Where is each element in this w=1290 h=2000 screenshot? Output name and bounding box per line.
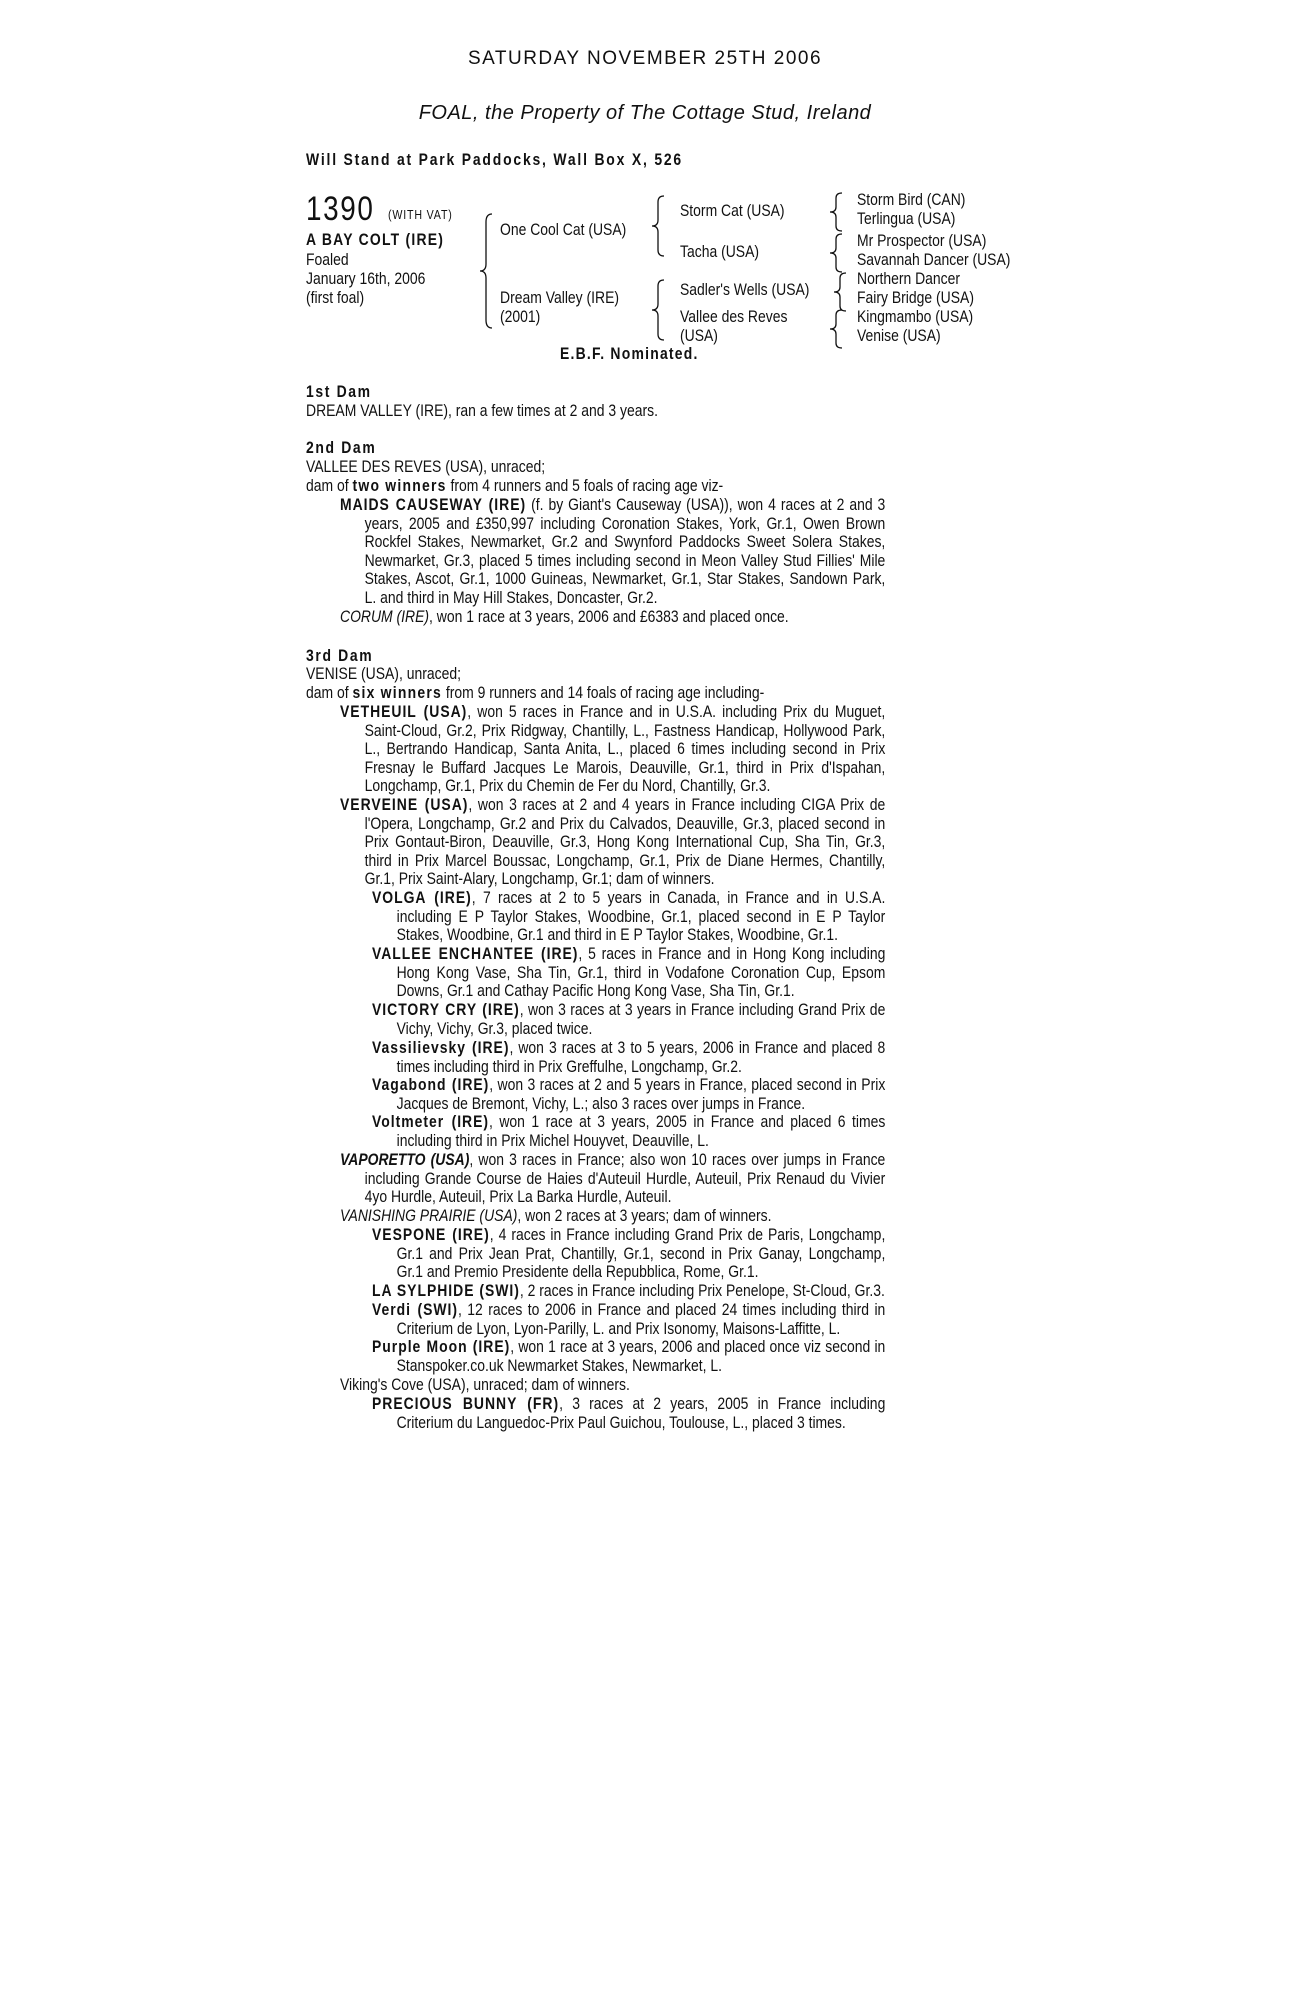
foaled-label: Foaled [306,250,349,269]
pedigree-bracket-sd [830,234,844,272]
third-dam-line2: dam of six winners from 9 runners and 14 foals of racing age including- [306,683,765,702]
pedigree-dss: Northern Dancer [857,269,961,288]
pedigree-sdd: Savannah Dancer (USA) [857,250,1011,269]
pedigree-sire: One Cool Cat (USA) [500,220,627,239]
progeny-voltmeter: Voltmeter (IRE), won 1 race at 3 years, 2005 in France and placed 6 times including third in Prix Michel Houyvet, Deauville, L. [372,1112,886,1150]
pedigree-ddd: Venise (USA) [857,326,941,345]
progeny-victory-cry: VICTORY CRY (IRE), won 3 races at 3 years in France including Grand Prix de Vichy, Vichy, Gr.3, placed twice. [372,1000,886,1038]
second-dam-line1: VALLEE DES REVES (USA), unraced; [306,457,546,476]
pedigree-bracket-ss [830,193,844,231]
pedigree-sire-sire: Storm Cat (USA) [680,201,785,220]
progeny-corum: CORUM (IRE), won 1 race at 3 years, 2006 and £6383 and placed once. [340,607,789,626]
progeny-vagabond: Vagabond (IRE), won 3 races at 2 and 5 years in France, placed second in Prix Jacques de Bremont, Vichy, L.; also 3 races over jumps in France. [372,1075,886,1113]
third-dam-heading: 3rd Dam [306,646,374,665]
pedigree-dam-sire: Sadler's Wells (USA) [680,280,810,299]
pedigree-bracket-main [480,214,494,328]
pedigree-ssd: Terlingua (USA) [857,209,956,228]
lot-vat: (WITH VAT) [388,207,453,222]
pedigree-dam-year: (2001) [500,307,541,326]
progeny-purple-moon: Purple Moon (IRE), won 1 race at 3 years, 2006 and placed once viz second in Stanspoker.co.uk Newmarket Stakes, Newmarket, L. [372,1337,886,1375]
second-dam-line2: dam of two winners from 4 runners and 5 foals of racing age viz- [306,476,724,495]
progeny-vikings-cove: Viking's Cove (USA), unraced; dam of winners. [340,1375,630,1394]
pedigree-dam: Dream Valley (IRE) [500,288,620,307]
first-dam-heading: 1st Dam [306,382,372,401]
lot-name: A BAY COLT (IRE) [306,230,445,249]
progeny-vetheuil: VETHEUIL (USA), won 5 races in France and in U.S.A. including Prix du Muguet, Saint-Cloud, Gr.2, Prix Ridgway, Chantilly, L., Fastness Handicap, Hollywood Park, L., Bertrando Handicap, Santa Anita, L., placed 6 times including second in Prix Fresnay le Buffard Jacques Le Marois, Deauville, Gr.1, third in Prix d'Ispahan, Longchamp, Gr.1, Prix du Chemin de Fer du Nord, Chantilly, Gr.3. [340,702,886,796]
progeny-verdi: Verdi (SWI), 12 races to 2006 in France and placed 24 times including third in Criterium de Lyon, Lyon-Parilly, L. and Prix Isonomy, Maisons-Laffitte, L. [372,1300,886,1338]
progeny-la-sylphide: LA SYLPHIDE (SWI), 2 races in France including Prix Penelope, St-Cloud, Gr.3. [372,1281,885,1300]
stand-location: Will Stand at Park Paddocks, Wall Box X, 526 [306,150,683,169]
progeny-vespone: VESPONE (IRE), 4 races in France including Grand Prix de Paris, Longchamp, Gr.1 and Prix Jean Prat, Chantilly, Gr.1, second in Prix Ganay, Longchamp, Gr.1 and Premio Presidente della Repubblica, Rome, Gr.1. [372,1225,886,1282]
progeny-vanishing-prairie: VANISHING PRAIRIE (USA), won 2 races at 3 years; dam of winners. [340,1206,772,1225]
foaled-date: January 16th, 2006 [306,269,426,288]
foal-property-line: FOAL, the Property of The Cottage Stud, Ireland [418,102,872,124]
first-dam-text: DREAM VALLEY (IRE), ran a few times at 2 and 3 years. [306,401,659,420]
ebf-nominated: E.B.F. Nominated. [560,344,699,363]
lot-number: 1390 [306,190,375,228]
progeny-volga: VOLGA (IRE), 7 races at 2 to 5 years in Canada, in France and in U.S.A. including E P Taylor Stakes, Woodbine, Gr.1, placed second in E P Taylor Stakes, Woodbine, Gr.1 and third in E P Taylor Stakes, Woodbine, Gr.1. [372,888,886,945]
pedigree-sss: Storm Bird (CAN) [857,190,966,209]
sale-date: SATURDAY NOVEMBER 25TH 2006 [467,48,823,69]
pedigree-sds: Mr Prospector (USA) [857,231,987,250]
progeny-vaporetto: VAPORETTO (USA), won 3 races in France; also won 10 races over jumps in France including Grande Course de Haies d'Auteuil Hurdle, Auteuil, Prix Renaud du Vivier 4yo Hurdle, Auteuil, Prix La Barka Hurdle, Auteuil. [340,1150,886,1207]
winners-count-3: six winners [352,683,442,702]
pedigree-dsd: Fairy Bridge (USA) [857,288,974,307]
progeny-verveine: VERVEINE (USA), won 3 races at 2 and 4 years in France including CIGA Prix de l'Opera, Longchamp, Gr.2 and Prix du Calvados, Deauville, Gr.3, placed second in Prix Gontaut-Biron, Deauville, Gr.3, Hong Kong International Cup, Sha Tin, Gr.3, third in Prix Marcel Boussac, Longchamp, Gr.1, Prix de Diane Hermes, Chantilly, Gr.1, Prix Saint-Alary, Longchamp, Gr.1; dam of winners. [340,795,886,889]
second-dam-heading: 2nd Dam [306,438,377,457]
progeny-vallee-enchantee: VALLEE ENCHANTEE (IRE), 5 races in France and in Hong Kong including Hong Kong Vase, Sha Tin, Gr.1, third in Vodafone Coronation Cup, Epsom Downs, Gr.1 and Cathay Pacific Hong Kong Vase, Sha Tin, Gr.1. [372,944,886,1001]
pedigree-bracket-ds [834,273,848,311]
progeny-vassilievsky: Vassilievsky (IRE), won 3 races at 3 to 5 years, 2006 in France and placed 8 times including third in Prix Greffulhe, Longchamp, Gr.2. [372,1038,886,1076]
pedigree-sire-dam: Tacha (USA) [680,242,760,261]
third-dam-line1: VENISE (USA), unraced; [306,664,461,683]
progeny-maids-causeway: MAIDS CAUSEWAY (IRE) (f. by Giant's Causeway (USA)), won 4 races at 2 and 3 years, 2005 and £350,997 including Coronation Stakes, York, Gr.1, Owen Brown Rockfel Stakes, Newmarket, Gr.2 and Swynford Paddocks Sweet Solera Stakes, Newmarket, Gr.3, placed 5 times including second in Meon Valley Stud Fillies' Mile Stakes, Ascot, Gr.1, 1000 Guineas, Newmarket, Gr.1, Star Stakes, Sandown Park, L. and third in May Hill Stakes, Doncaster, Gr.2. [340,495,886,607]
foaled-note: (first foal) [306,288,365,307]
pedigree-dds: Kingmambo (USA) [857,307,974,326]
winners-count: two winners [352,476,447,495]
pedigree-bracket-dd [830,310,844,348]
pedigree-dam-dam: Vallee des Reves [680,307,788,326]
pedigree-dam-dam-origin: (USA) [680,326,718,345]
progeny-precious-bunny: PRECIOUS BUNNY (FR), 3 races at 2 years, 2005 in France including Criterium du Languedoc-Prix Paul Guichou, Toulouse, L., placed 3 times. [372,1394,886,1432]
pedigree-bracket-sire [652,196,666,256]
pedigree-bracket-dam [652,280,666,340]
